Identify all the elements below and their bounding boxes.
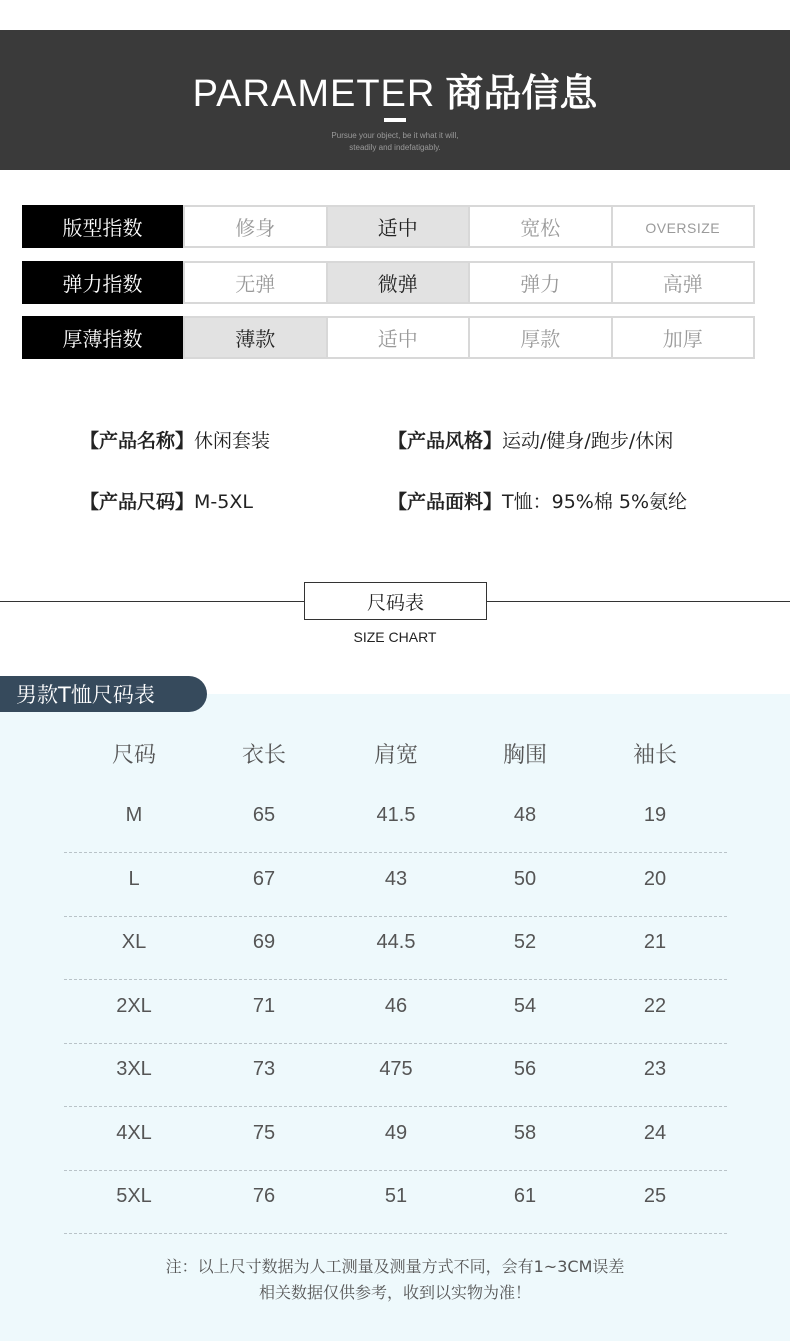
table-cell: 49 [384,1121,408,1144]
table-cell: 46 [384,994,408,1017]
product-name [80,426,270,453]
param-options [183,261,755,304]
table-cell: 3XL [116,1058,152,1080]
product-size-value: M-5XL [194,491,253,513]
product-style-key: 【产品风格】 [388,430,503,452]
product-style-value: 运动/健身/跑步/休闲 [502,430,674,452]
table-row [64,980,727,1044]
table-row [64,916,727,980]
table-cell: 76 [252,1185,276,1207]
banner-subtitle [0,130,790,154]
param-option: 宽松 [468,207,611,246]
table-cell: 48 [513,804,537,826]
product-name-key: 【产品名称】 [80,430,195,452]
table-cell: 25 [643,1185,667,1207]
param-row-fit [22,205,755,248]
table-cell: 475 [379,1058,413,1080]
table-header: 肩宽 [373,743,418,768]
table-cell: 20 [643,867,667,890]
param-option: 适中 [326,318,469,357]
table-cell: 5XL [116,1185,152,1207]
table-cell: 2XL [116,994,152,1017]
param-option: 修身 [235,216,276,240]
param-option-selected: 薄款 [185,318,326,357]
table-cell: 19 [643,804,667,826]
param-option-selected: 适中 [326,207,469,246]
table-header: 袖长 [632,743,677,768]
param-options [183,316,755,359]
table-cell: 23 [643,1058,667,1080]
product-fabric-key: 【产品面料】 [388,491,503,513]
table-header: 尺码 [111,743,156,768]
table-cell: 69 [252,931,276,953]
size-table-tab: 男款T恤尺码表 [0,676,207,712]
table-cell: M [125,804,143,826]
table-row [64,789,727,853]
table-cell: 58 [513,1121,537,1144]
title-en: PARAMETER [192,73,436,115]
table-cell: 73 [252,1058,276,1080]
table-cell: 71 [252,994,276,1017]
table-cell: 65 [252,804,276,826]
table-cell: XL [121,931,147,953]
table-cell: L [128,867,140,890]
size-chart-subtitle: SIZE CHART [353,629,437,645]
param-row-elasticity [22,261,755,304]
subtitle-line-1: Pursue your object, be it what it will, [331,131,459,140]
table-cell: 43 [384,867,408,890]
param-options [183,205,755,248]
subtitle-line-2: steadily and indefatigably. [349,143,441,152]
table-cell: 67 [252,867,276,890]
table-cell: 52 [513,931,537,953]
table-cell: 24 [643,1121,667,1144]
table-row [64,1107,727,1171]
table-cell: 54 [513,994,537,1017]
product-name-value: 休闲套装 [194,430,271,452]
size-chart-title: 尺码表 [304,582,487,620]
param-option: 厚款 [468,318,611,357]
param-label: 厚薄指数 [22,316,183,359]
table-cell: 41.5 [376,804,416,826]
param-option: 高弹 [611,263,754,302]
table-cell: 61 [513,1185,537,1207]
title-cn: 商品信息 [445,71,598,115]
title-divider [384,118,406,122]
param-option: 无弹 [235,272,276,296]
param-row-thickness [22,316,755,359]
table-cell: 4XL [116,1121,152,1144]
param-label: 弹力指数 [22,261,183,304]
divider-left [0,601,305,602]
table-cell: 21 [643,931,667,953]
table-cell: 44.5 [376,931,416,953]
param-option-selected: 微弹 [326,263,469,302]
product-size-key: 【产品尺码】 [80,491,195,513]
note-line-2: 相关数据仅供参考，收到以实物为准！ [258,1283,531,1302]
param-option: 弹力 [468,263,611,302]
page-title [0,62,790,117]
table-cell: 50 [513,867,537,890]
table-row [64,1170,727,1234]
size-note [0,1254,790,1306]
product-style [388,426,673,453]
param-option: 加厚 [611,318,754,357]
table-header: 衣长 [241,743,286,768]
param-label: 版型指数 [22,205,183,248]
table-header: 胸围 [502,743,547,768]
table-cell: 75 [252,1121,276,1144]
product-fabric [388,487,687,514]
note-line-1: 注：以上尺寸数据为人工测量及测量方式不同，会有1~3CM误差 [165,1257,625,1276]
product-size [80,487,253,514]
table-cell: 56 [513,1058,537,1080]
table-row [64,1043,727,1107]
table-row [64,853,727,917]
param-option: OVERSIZE [611,207,754,246]
product-fabric-value: T恤：95%棉 5%氨纶 [502,491,688,513]
table-cell: 22 [643,994,667,1017]
table-cell: 51 [384,1185,408,1207]
divider-right [486,601,790,602]
